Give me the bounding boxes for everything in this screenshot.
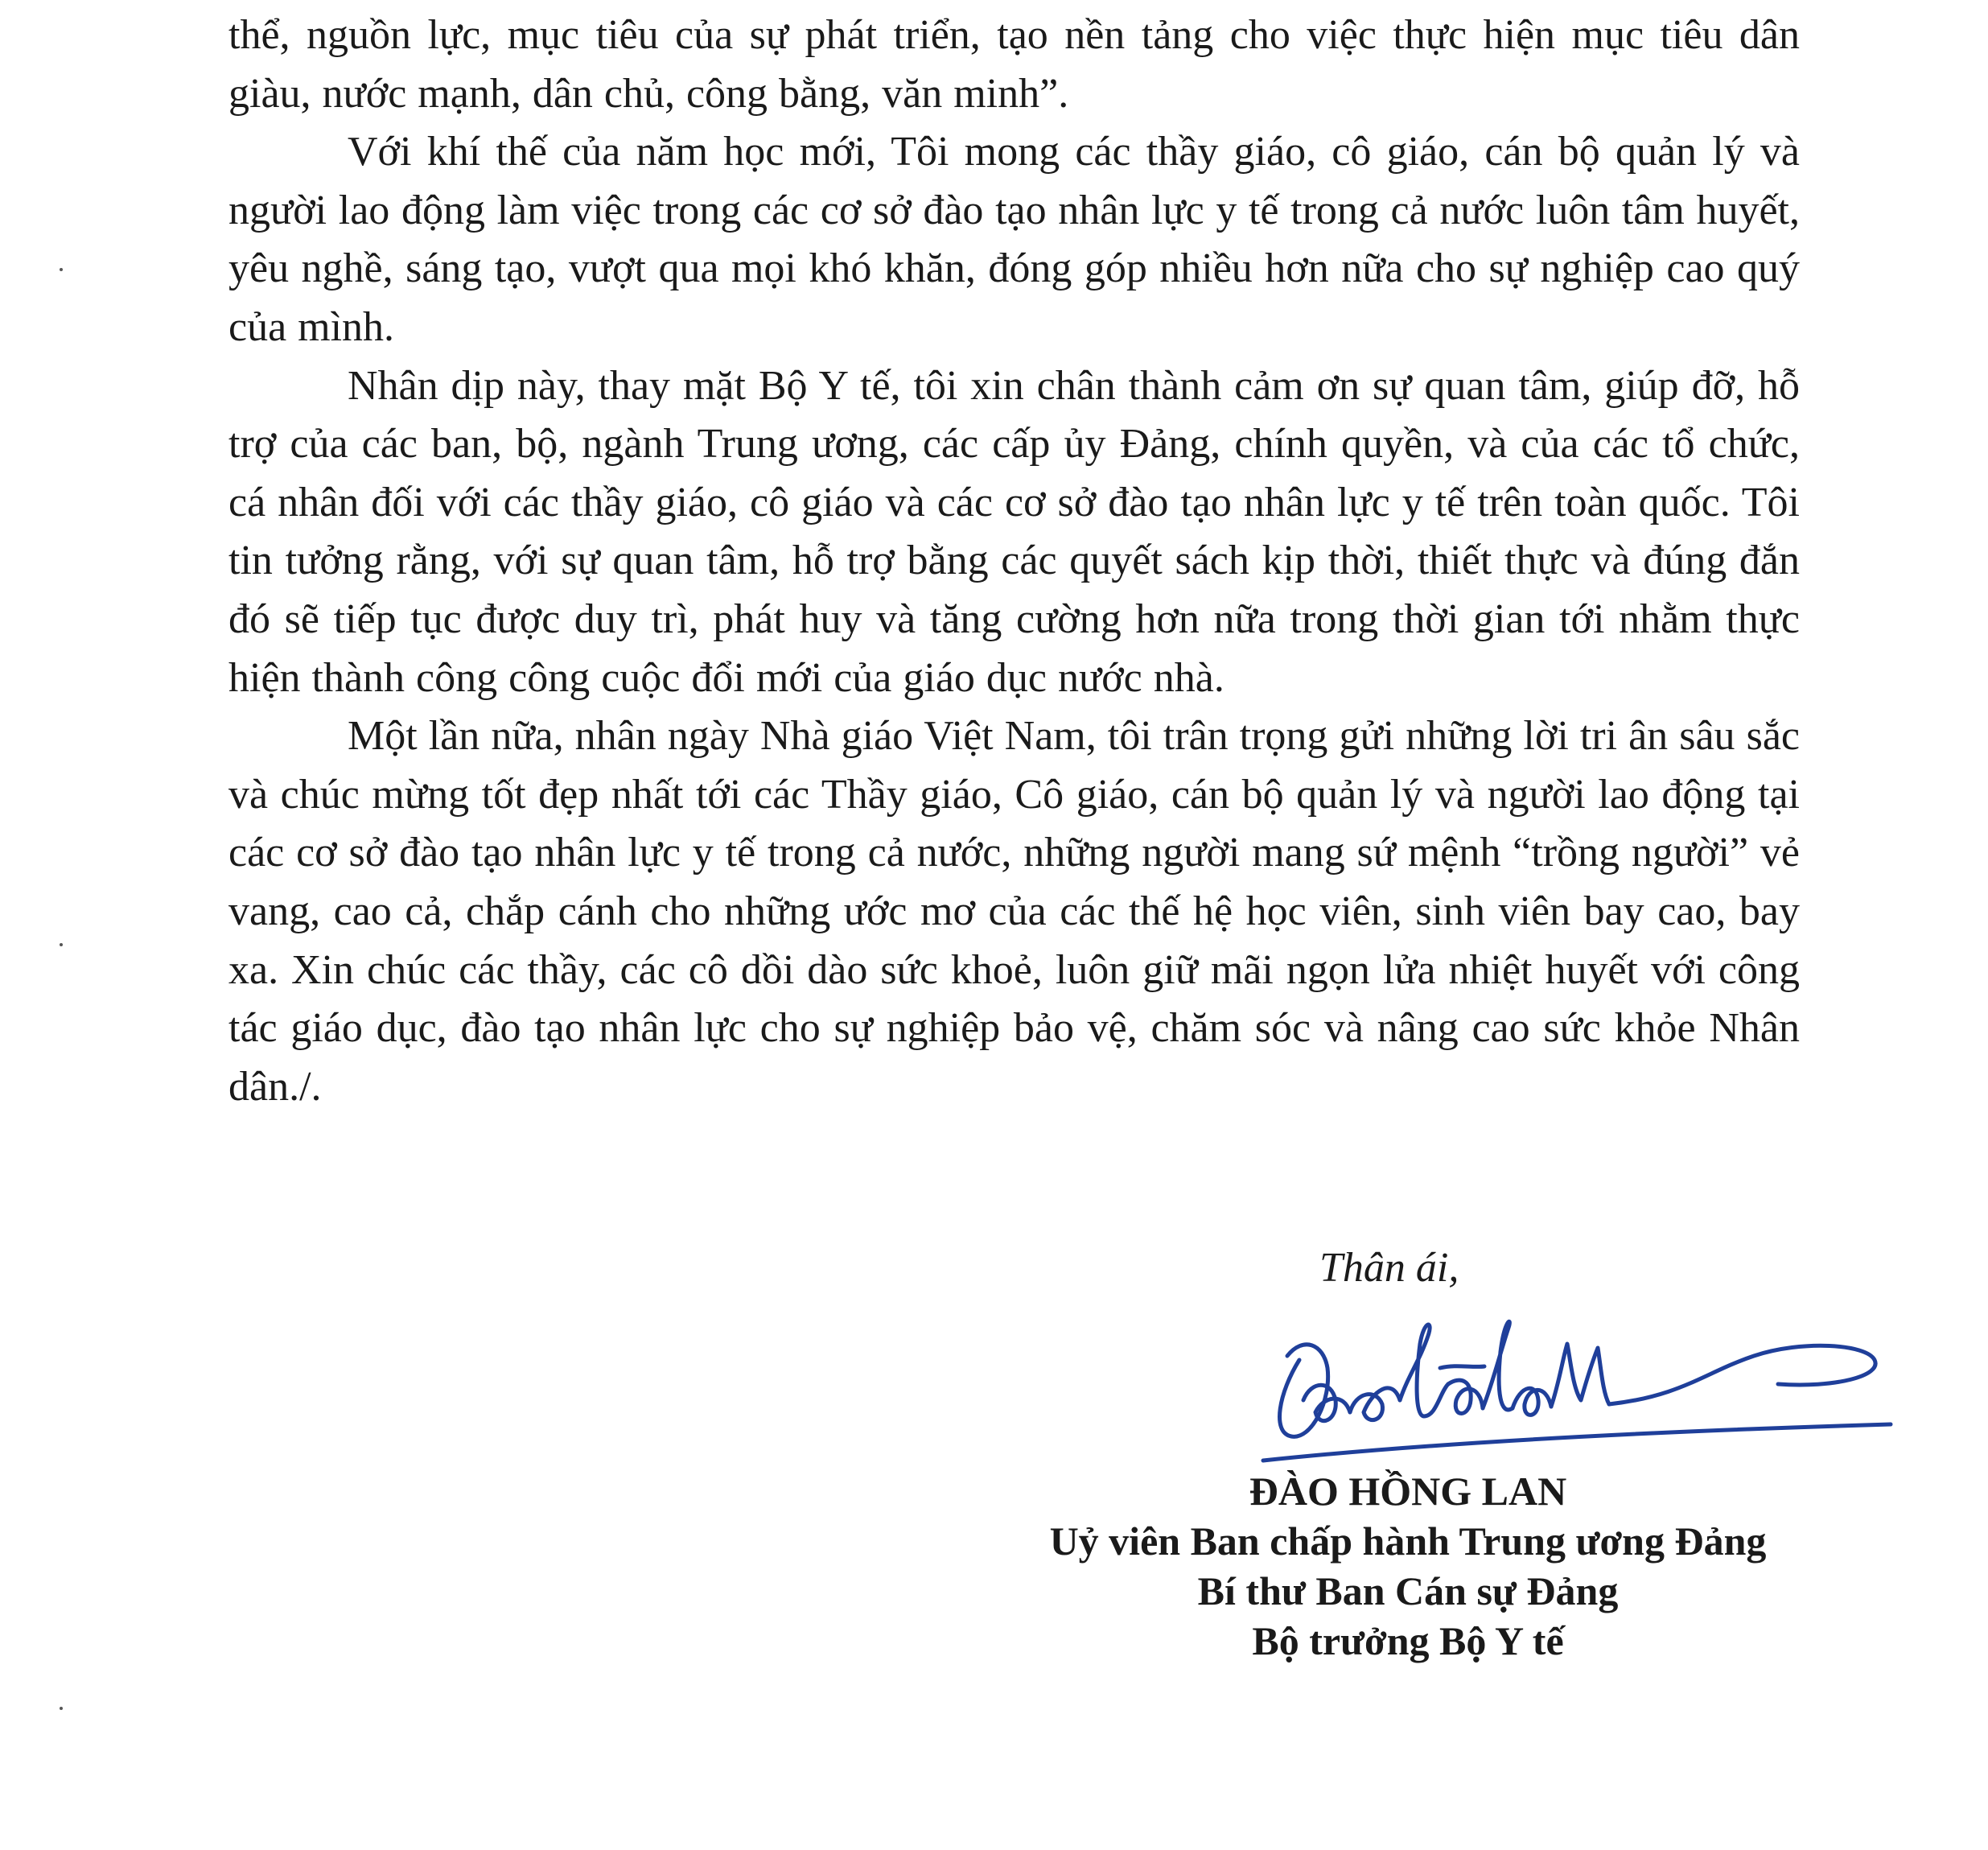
letter-body [228,6,1800,1116]
paragraph-new-school-year: Với khí thế của năm học mới, Tôi mong các thầy giáo, cô giáo, cán bộ quản lý và người lao động làm việc trong các cơ sở đào tạo nhân lực y tế trong cả nước luôn tâm huyết, yêu nghề, sáng tạo, vượt qua mọi khó khăn, đóng góp nhiều hơn nữa cho sự nghiệp cao quý của mình. [228,129,1800,350]
signer-name: ĐÀO HỒNG LAN [1249,1469,1567,1514]
scan-speck [60,943,63,946]
scan-speck [60,268,63,271]
paragraph-wishes: Một lần nữa, nhân ngày Nhà giáo Việt Nam, tôi trân trọng gửi những lời tri ân sâu sắc và chúc mừng tốt đẹp nhất tới các Thầy giáo, Cô giáo, cán bộ quản lý và người lao động tại các cơ sở đào tạo nhân lực y tế trong cả nước, những người mang sứ mệnh “trồng người” vẻ vang, cao cả, chắp cánh cho những ước mơ của các thế hệ học viên, sinh viên bay cao, bay xa. Xin chúc các thầy, các cô dồi dào sức khoẻ, luôn giữ mãi ngọn lửa nhiệt huyết với công tác giáo dục, đào tạo nhân lực cho sự nghiệp bảo vệ, chăm sóc và nâng cao sức khỏe Nhân dân./. [228,713,1800,1110]
signer-title: Bí thư Ban Cán sự Đảng [1197,1568,1619,1613]
signer-title: Bộ trưởng Bộ Y tế [1252,1618,1564,1663]
signer-block [925,1466,1891,1666]
paragraph-gratitude: Nhân dịp này, thay mặt Bộ Y tế, tôi xin chân thành cảm ơn sự quan tâm, giúp đỡ, hỗ trợ của các ban, bộ, ngành Trung ương, các cấp ủy Đảng, chính quyền, và của các tổ chức, cá nhân đối với các thầy giáo, cô giáo và các cơ sở đào tạo nhân lực y tế trên toàn quốc. Tôi tin tưởng rằng, với sự quan tâm, hỗ trợ bằng các quyết sách kịp thời, thiết thực và đúng đắn đó sẽ tiếp tục được duy trì, phát huy và tăng cường hơn nữa trong thời gian tới nhằm thực hiện thành công công cuộc đổi mới của giáo dục nước nhà. [228,362,1800,701]
signer-title: Uỷ viên Ban chấp hành Trung ương Đảng [1049,1518,1767,1564]
closing-salutation: Thân ái, [1319,1245,1459,1291]
handwritten-signature [1255,1279,1899,1473]
scan-speck [60,1707,63,1710]
paragraph-continuation: thể, nguồn lực, mục tiêu của sự phát triển, tạo nền tảng cho việc thực hiện mục tiêu dân giàu, nước mạnh, dân chủ, công bằng, văn minh”. [228,12,1800,117]
